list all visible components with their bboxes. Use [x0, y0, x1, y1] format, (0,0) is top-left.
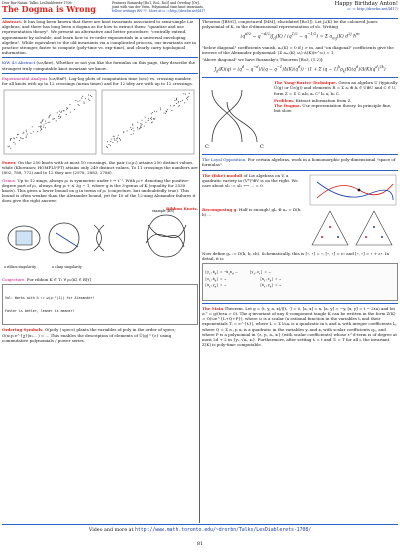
scatter-point — [176, 98, 177, 99]
scatter-point — [133, 130, 134, 131]
scatter-point — [85, 98, 86, 99]
vol-note: Vol: Works with ℝ := ω(ρ⁻¹(1)) for Alexander! — [5, 295, 95, 300]
scatter-point — [114, 138, 115, 139]
scatter-point — [49, 122, 50, 123]
footer-prefix: Video and more at — [88, 528, 134, 533]
scatter-point — [137, 129, 138, 130]
scatter-point — [178, 101, 179, 102]
right-column — [202, 19, 398, 523]
scatter-point — [130, 127, 131, 128]
scatter-point — [81, 98, 82, 99]
scatter-point — [133, 133, 134, 134]
header-mid-line-3: fellow writings BN-??. More at ω :=http://drorbn.net/ld17 — [112, 9, 206, 13]
scatter-point — [37, 131, 38, 132]
scatter-point — [108, 144, 109, 145]
scatter-point — [160, 109, 161, 110]
genus-text: Up to 12 xings, always ρ₁ is symmetric under t ↔ t⁻¹. With ρ₁+ denoting the positive-degree part of ρ₁, always deg ρ₁+ ≤ 2g − 1, where g is the 3-genus of K (equality for 2530 knots). This gives a lower bound on g in terms of ρ₁ (conjecture, but undoubtedly true). This bound is often weaker than the Alexander bound, yet for 10 of the 12-xing Alexander failures it does give the right answer. — [2, 177, 196, 204]
scatter-point — [75, 100, 76, 101]
problem-label: Problem. — [274, 97, 295, 103]
page-title: The Dogma is Wrong — [2, 4, 96, 14]
scatter-point — [106, 146, 107, 147]
scatter-point — [139, 128, 140, 129]
scatter-point — [31, 133, 32, 134]
scatter-point — [61, 112, 62, 113]
loyal-opposition-label: The Loyal Opposition. — [202, 157, 247, 163]
scatter-point — [184, 102, 185, 103]
power-block — [2, 160, 198, 176]
conjecture-text: For ribbon K ∈ T₁ ∀ ρ₁(K) ∈ R[t] — [26, 276, 91, 282]
dogma-text: Use representation theory. In principle fine, but slow. — [274, 102, 392, 114]
scatter-point — [90, 95, 91, 96]
scatter-point — [40, 127, 41, 128]
experimental-block — [2, 76, 198, 86]
scatter-point — [49, 116, 50, 117]
scatter-point — [166, 111, 167, 112]
scatter-point — [16, 137, 17, 138]
scatter-point — [144, 126, 145, 127]
svg-text:C: C — [205, 144, 209, 151]
scatter-point — [15, 144, 16, 145]
scatter-point — [176, 103, 177, 104]
scatter-point — [59, 118, 60, 119]
loglog-plots-figure — [2, 88, 198, 158]
scatter-point — [10, 140, 11, 141]
divider — [2, 57, 198, 58]
divider — [202, 77, 398, 78]
scatter-point — [39, 126, 40, 127]
scatter-point — [123, 131, 124, 132]
scatter-point — [42, 121, 43, 122]
scatter-point — [120, 139, 121, 140]
genus-label: Genus. — [2, 177, 17, 183]
birthday-line: Happy Birthday Anton! — [334, 1, 398, 7]
header-right — [265, 1, 398, 11]
scatter-point — [88, 99, 89, 100]
scatter-point — [110, 141, 111, 142]
scatter-point — [13, 138, 14, 139]
scatter-point — [82, 96, 83, 97]
scatter-point — [131, 129, 132, 130]
scatter-point — [59, 114, 60, 115]
scatter-point — [114, 136, 115, 137]
scatter-point — [116, 140, 117, 141]
kiw-block — [2, 60, 198, 70]
scatter-point — [32, 126, 33, 127]
scatter-point — [77, 101, 78, 102]
conjecture-label: Conjecture. — [2, 276, 26, 282]
scatter-point — [66, 107, 67, 108]
scatter-point — [116, 138, 117, 139]
scatter-point — [26, 137, 27, 138]
define-block — [202, 251, 398, 261]
scatter-point — [44, 125, 45, 126]
scatter-point — [21, 138, 22, 139]
scatter-point — [118, 135, 119, 136]
scatter-point — [142, 120, 143, 121]
scatter-point — [178, 102, 179, 103]
scatter-point — [156, 111, 157, 112]
scatter-point — [141, 125, 142, 126]
scatter-point — [151, 122, 152, 123]
scatter-point — [66, 109, 67, 110]
footer-url-link[interactable]: http://www.math.toronto.edu/~drorbn/Talks/LesDiablerets-1708/ — [135, 528, 312, 533]
scatter-point — [140, 123, 141, 124]
scatter-point — [187, 97, 188, 98]
kiw-label: KiW 43 Abstract — [2, 60, 36, 66]
scatter-point — [9, 146, 10, 147]
abstract-block — [2, 19, 198, 55]
kiw-text: (ωε/kiw). Whether or not you like the formulas on this page, they describe the strongest truly computable knot invariant we know. — [2, 60, 196, 71]
scatter-point — [20, 137, 21, 138]
scatter-point — [49, 115, 50, 116]
scatter-point — [40, 122, 41, 123]
genus-block — [2, 178, 198, 204]
power-text: On the 250 knots with at most 10 crossings, the pair (ω,ρ₁) attains 250 distinct values, while (Khovanov, HOMFLY-PT) attains only 249 distinct values. To 11 crossings the numbers are (802, 788, 772) and to 12 they are (2978, 2883, 2786). — [2, 160, 198, 176]
ribbon-singularity-figure — [4, 213, 124, 263]
scatter-point — [46, 123, 47, 124]
scatter-point — [174, 100, 175, 101]
yang-baxter-area — [202, 80, 398, 152]
recompose-area — [202, 207, 398, 251]
scatter-point — [27, 134, 28, 135]
scatter-point — [26, 136, 27, 137]
scatter-point — [133, 128, 134, 129]
scatter-point — [164, 113, 165, 114]
conjecture-block — [2, 277, 198, 282]
yang-baxter-block — [274, 80, 398, 113]
dogma-block — [274, 103, 398, 113]
scatter-point — [70, 112, 71, 113]
scatter-point — [41, 123, 42, 124]
scatter-point — [78, 104, 79, 105]
abstract-text: It has long been known that there are knot invariants associated to semi-simple Lie algebras, and there has long been a dogma as for how to extract them: "quantize and use representation theory". We present an alternative and better procedure: "centrally extend, approximate by solvable, and learn how to re-order exponentials in a universal enveloping algebra". While equivalent to the old invariants via a complicated process, our invariants are in practice stronger, faster to compute (poly-time vs. exp-time), and clearly carry topological information. — [2, 19, 196, 56]
scatter-point — [153, 118, 154, 119]
loyal-opposition-block — [202, 157, 398, 167]
problem-text: Extract information from Z. — [295, 97, 352, 103]
scatter-point — [123, 132, 124, 133]
scatter-point — [145, 117, 146, 118]
power-label: Power. — [2, 160, 17, 166]
ordering-text: O(poly | specs) plants the variables of poly in the order of specs; O(x₁y₁e^{χ}|x₁... ) = ... This enables the description of elements of Û(g)^{ε} using commutative polynomials / power series. — [2, 327, 176, 343]
ribbon-example-caption: example [BN] — [152, 208, 175, 213]
scatter-point — [180, 101, 181, 102]
scatter-point — [26, 130, 27, 131]
divider — [202, 170, 398, 171]
scatter-point — [41, 129, 42, 130]
rozansky-equation: $J_d(K)(q) = (q^d - q^{-d})/((q - q^{-1})\Delta(K)(q^d)) \cdot (1 + \Sigma$ $(q - 1)^k\rho_k(K)(q^d)/\Delta(K)(q^d)^{2k}$) — [214, 65, 386, 74]
scatter-point — [17, 134, 18, 135]
scatter-point — [185, 94, 186, 95]
scatter-point — [41, 128, 42, 129]
scatter-point — [152, 112, 153, 113]
scatter-point — [88, 95, 89, 96]
scatter-point — [107, 147, 108, 148]
theorem-intro: Theorem ([BNG], conjectured [MM], elucidated [Ro1]). Let Jₖ(K) be the coloured Jones polynomial of K, in the d-dimensional representation of sl₂. Writing — [202, 19, 378, 30]
scatter-point — [33, 131, 34, 132]
scatter-point — [189, 93, 190, 94]
scatter-point — [142, 124, 143, 125]
dogma-label: The Dogma. — [274, 102, 301, 108]
scatter-point — [182, 100, 183, 101]
header-left — [2, 1, 112, 14]
footer-rule — [2, 524, 398, 525]
header-mid-line-2: joint with van der Veen. Polynomial time knot invariants, — [112, 5, 204, 9]
experimental-label: Experimental Analysis — [2, 75, 48, 81]
scatter-point — [50, 115, 51, 116]
scatter-point — [179, 105, 180, 106]
scatter-point — [79, 100, 80, 101]
scatter-point — [61, 111, 62, 112]
scatter-point — [117, 137, 118, 138]
scatter-point — [84, 103, 85, 104]
yang-baxter-text: Given an algebra U (typically Û(g) or Ûε(g)) and elements R = Σ aᵢ ⊗ bᵢ ∈ U⊗U and C ∈ U, form Z = Σ C aᵢbⱼ aₖ C² bᵢ aⱼ bₖ C. — [274, 80, 398, 96]
fake-moduli-text: of Lie algebras on V, a quadratic variety in (V*)²⊗V is on the right. We care about sl₂ := sl₂ ⟷ ... = 0. — [202, 172, 298, 188]
main-theorem-block — [202, 306, 398, 348]
scatter-point — [107, 141, 108, 142]
clasp-singularity-caption: a clasp singularity — [52, 264, 82, 269]
recompose-text: Half is enough! glₙ ⊕ aₙ = D(b, b) ... — [202, 206, 302, 217]
scatter-point — [137, 127, 138, 128]
fake-moduli-label: The (fake) moduli — [202, 172, 243, 178]
scatter-point — [26, 131, 27, 132]
below-diagonal-block — [202, 45, 398, 55]
ribbon-label: Ribbon Knots. — [166, 205, 198, 211]
scatter-point — [69, 104, 70, 105]
commutator-table: $[y_i,b_d] = -b_ia_d$ … $[y_i,x_i]$ = … $[x_i,b_d]$ = … $[a_i,x_d]$ = … $[a_i,y_d]$ = … $[b_i,y_d]$ = … — [202, 263, 398, 301]
fake-moduli-area — [202, 173, 398, 207]
above-diagonal-block — [202, 57, 398, 62]
header-mid-line-1: Features Rozansky [Ro1, Ro2, Ro3] and Overbay [Ov], — [112, 1, 200, 5]
fake-moduli-block — [202, 173, 306, 189]
scatter-point — [148, 120, 149, 121]
scatter-point — [53, 118, 54, 119]
scatter-point — [54, 118, 55, 119]
scatter-point — [132, 125, 133, 126]
scatter-point — [64, 110, 65, 111]
column-divider — [199, 19, 200, 523]
header-mid — [112, 1, 262, 13]
scatter-point — [171, 110, 172, 111]
ordering-label: Ordering Symbols. — [2, 327, 44, 333]
yang-baxter-diagram — [202, 82, 272, 150]
scatter-point — [165, 113, 166, 114]
lie-algebra-moduli-diagram — [309, 174, 397, 206]
scatter-point — [160, 108, 161, 109]
scatter-point — [43, 127, 44, 128]
divider — [202, 303, 398, 304]
scatter-point — [19, 140, 20, 141]
scatter-point — [67, 108, 68, 109]
scatter-point — [112, 142, 113, 143]
scatter-point — [188, 96, 189, 97]
footer — [2, 528, 398, 533]
scatter-point — [60, 116, 61, 117]
scatter-point — [111, 139, 112, 140]
scatter-point — [57, 112, 58, 113]
loyal-opposition-text: For certain algebras, work in a homomorphic poly-dimensional "space of formulas". — [202, 157, 396, 168]
scatter-point — [132, 124, 133, 125]
scatter-point — [140, 128, 141, 129]
theorem-block — [202, 19, 398, 29]
define-text: Now define gₙ := D(b, b, εb). Schematically, this is [∘, ∘] = ∘, [∘, ∘] = ε∘ and [∘, ∘] = ∘ + ε∘. In detail, it is — [202, 250, 390, 261]
below-diagonal-text: "below diagonal" coefficients vanish, aᵢⱼ(K) = 0 if j > m, and "on diagonal" coefficients give the inverse of the Alexander polynomial: (Σ aₘⱼ(K) ωⱼ)·Δ(K)(e^ω) = 1. — [202, 44, 394, 55]
scatter-point — [8, 146, 9, 147]
scatter-point — [79, 105, 80, 106]
scatter-point — [74, 109, 75, 110]
scatter-point — [183, 93, 184, 94]
scatter-point — [131, 134, 132, 135]
scatter-point — [114, 140, 115, 141]
scatter-point — [23, 138, 24, 139]
scatter-point — [66, 114, 67, 115]
ordering-block — [2, 327, 198, 343]
ribbon-singularity-caption: a ribbon singularity — [4, 264, 36, 269]
scatter-point — [56, 120, 57, 121]
scatter-point — [84, 102, 85, 103]
header-left-line: Dror Bar-Natan: Talks: LesDiablerets-1708: — [2, 1, 73, 5]
scatter-point — [48, 122, 49, 123]
theorem-equation: $(q^{d/2} - q^{-d/2})J_d(K) / (q^{1/2} - q^{-1/2}) = \Sigma$ $a_{mj}(K)$ $d^{2j}$ $ħ^m$ — [240, 32, 360, 41]
scatter-point — [173, 105, 174, 106]
svg-text:C: C — [260, 144, 264, 151]
scatter-point — [48, 117, 49, 118]
scatter-point — [117, 141, 118, 142]
scatter-point — [170, 105, 171, 106]
experimental-text: (ωε/ExP). Log-log plots of computation time (sec) vs. crossing number, for all knots with up to 12 crossings (mean times) and for 12 tdey are with up to 12 crossings. — [2, 75, 193, 86]
scatter-point — [178, 106, 179, 107]
scatter-point — [45, 127, 46, 128]
scatter-point — [60, 117, 61, 118]
scatter-point — [40, 130, 41, 131]
scatter-point — [89, 100, 90, 101]
divider — [2, 73, 198, 74]
scatter-point — [150, 118, 151, 119]
scatter-point — [154, 118, 155, 119]
scatter-point — [119, 138, 120, 139]
yang-baxter-label: The Yang-Baxter Technique. — [274, 80, 338, 86]
scatter-point — [154, 111, 155, 112]
scatter-point — [23, 132, 24, 133]
scatter-point — [151, 113, 152, 114]
left-column — [2, 19, 198, 523]
scatter-point — [10, 138, 11, 139]
divider — [202, 154, 398, 155]
recompose-block — [202, 207, 306, 217]
scatter-point — [127, 130, 128, 131]
scatter-point — [41, 126, 42, 127]
recompose-label: Recomposing g. — [202, 206, 238, 212]
scatter-point — [148, 118, 149, 119]
scatter-point — [141, 127, 142, 128]
scatter-point — [45, 121, 46, 122]
scatter-point — [151, 117, 152, 118]
scatter-point — [151, 119, 152, 120]
scatter-point — [13, 142, 14, 143]
scatter-point — [58, 116, 59, 117]
scatter-point — [137, 122, 138, 123]
scatter-point — [176, 99, 177, 100]
scatter-point — [167, 109, 168, 110]
invariant-formula-box — [2, 284, 198, 326]
scatter-point — [186, 98, 187, 99]
scatter-point — [23, 133, 24, 134]
main-theorem-label: The Main — [202, 305, 224, 311]
scatter-point — [43, 119, 44, 120]
abstract-label: Abstract. — [2, 19, 23, 24]
scatter-point — [187, 99, 188, 100]
page-number: 81 — [196, 541, 204, 547]
scatter-point — [91, 96, 92, 97]
scatter-point — [110, 145, 111, 146]
faster-note: Faster is better, leaner is meaner! — [5, 309, 75, 314]
recompose-triangles-figure — [308, 207, 398, 249]
omega-link[interactable]: ω := http://drorbn.net/ld17/ — [347, 7, 398, 11]
scatter-point — [40, 126, 41, 127]
scatter-point — [145, 122, 146, 123]
scatter-point — [10, 148, 11, 149]
scatter-point — [59, 111, 60, 112]
main-theorem-text: Theorem. Let g = (t, y, a, x)/([t, ·] = 0, [a, x] = x, [a, y] = −y, [x, y] = t − 2εa) and let z₁⁰ = g/(teεa = 0). The q-invariant of any S-component tangle K can be written in the form Z(K) = O(ωe^{L+Q+P}), where ω is a scalar (a rational function in the variables tᵢ and their exponentials Tᵢ = e^{tᵢ}), where L = Σ lᵢtᵢaᵢ is a quadratic in tᵢ and aᵢ with integer coefficients lᵢⱼ, where Q = Σ eᵢⱼ yᵢ xⱼ is a quadratic in the variables yᵢ and xⱼ with scalar coefficients qᵢⱼ, and where P is a polynomial in {ε, yᵢ, aᵢ, xᵢ} (with scalar coefficients) whose ε^d-term is of degree at most 2d + 2 in {yᵢ, √aᵢ, xᵢ}. Furthermore, after setting tᵢ = t and Tᵢ = T for all i, the invariant Z(K) is poly-time computable. — [202, 305, 398, 348]
above-diagonal-text: "Above diagonal" we have Rozansky's Theorem [Ro3, (1.2)]: — [202, 57, 324, 63]
